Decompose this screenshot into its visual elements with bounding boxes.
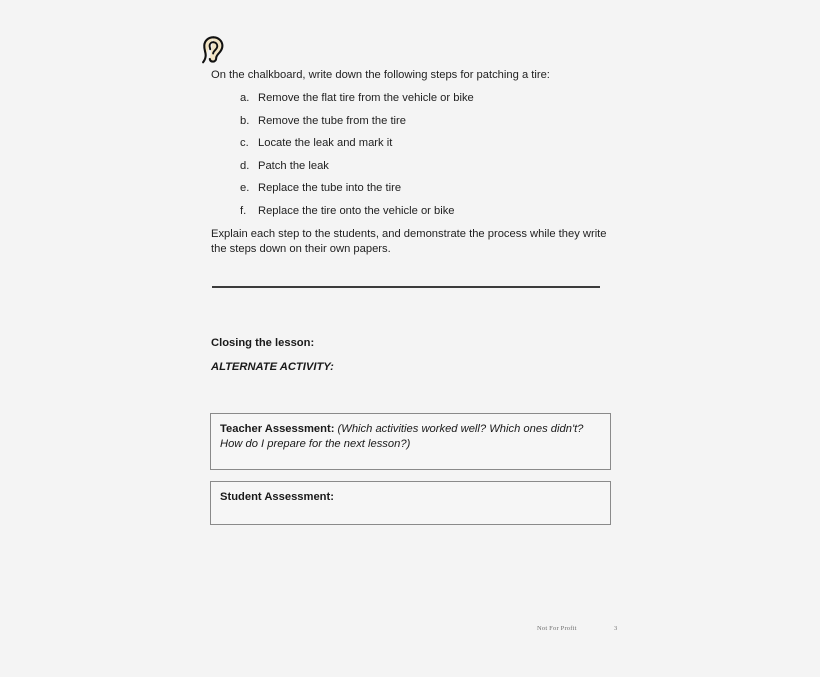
explain-paragraph: Explain each step to the students, and demonstrate the process while they write the steps down on their own papers. — [211, 228, 607, 255]
step-marker: a. — [240, 92, 250, 104]
intro-instruction: On the chalkboard, write down the following steps for patching a tire: — [211, 69, 550, 81]
closing-lesson-heading: Closing the lesson: — [211, 337, 315, 349]
step-marker: d. — [240, 159, 250, 172]
step-marker: e. — [240, 182, 250, 194]
intro-block — [198, 36, 618, 83]
student-assessment-label: Student Assessment: — [220, 491, 334, 503]
footer-page-number: 3 — [614, 625, 618, 632]
teacher-assessment-label: Teacher Assessment: — [220, 423, 335, 435]
step-marker: b. — [240, 114, 250, 127]
teacher-assessment-text — [211, 414, 610, 451]
list-item — [240, 159, 620, 182]
student-assessment-text — [211, 482, 610, 505]
step-text: Locate the leak and mark it — [258, 137, 393, 149]
list-item — [240, 181, 620, 204]
section-divider — [212, 286, 600, 288]
step-marker: f. — [240, 204, 247, 217]
ear-listening-icon — [200, 36, 226, 66]
list-item — [240, 91, 620, 114]
steps-list — [240, 91, 620, 226]
teacher-assessment-box[interactable] — [210, 413, 611, 470]
step-text: Patch the leak — [258, 159, 329, 172]
step-marker: c. — [240, 137, 249, 149]
teacher-assessment-hint: (Which activities worked well? Which ones didn't? How do I prepare for the next lesson?) — [220, 423, 584, 450]
step-text: Remove the tube from the tire — [258, 114, 406, 127]
step-text: Replace the tube into the tire — [258, 182, 402, 194]
alternate-activity-heading: ALTERNATE ACTIVITY: — [211, 361, 334, 373]
list-item — [240, 136, 620, 159]
step-text: Replace the tire onto the vehicle or bike — [258, 204, 455, 217]
footer-notice: Not For Profit — [537, 625, 577, 632]
step-text: Remove the flat tire from the vehicle or bike — [258, 92, 474, 104]
list-item — [240, 114, 620, 137]
student-assessment-box[interactable] — [210, 481, 611, 525]
list-item — [240, 204, 620, 227]
